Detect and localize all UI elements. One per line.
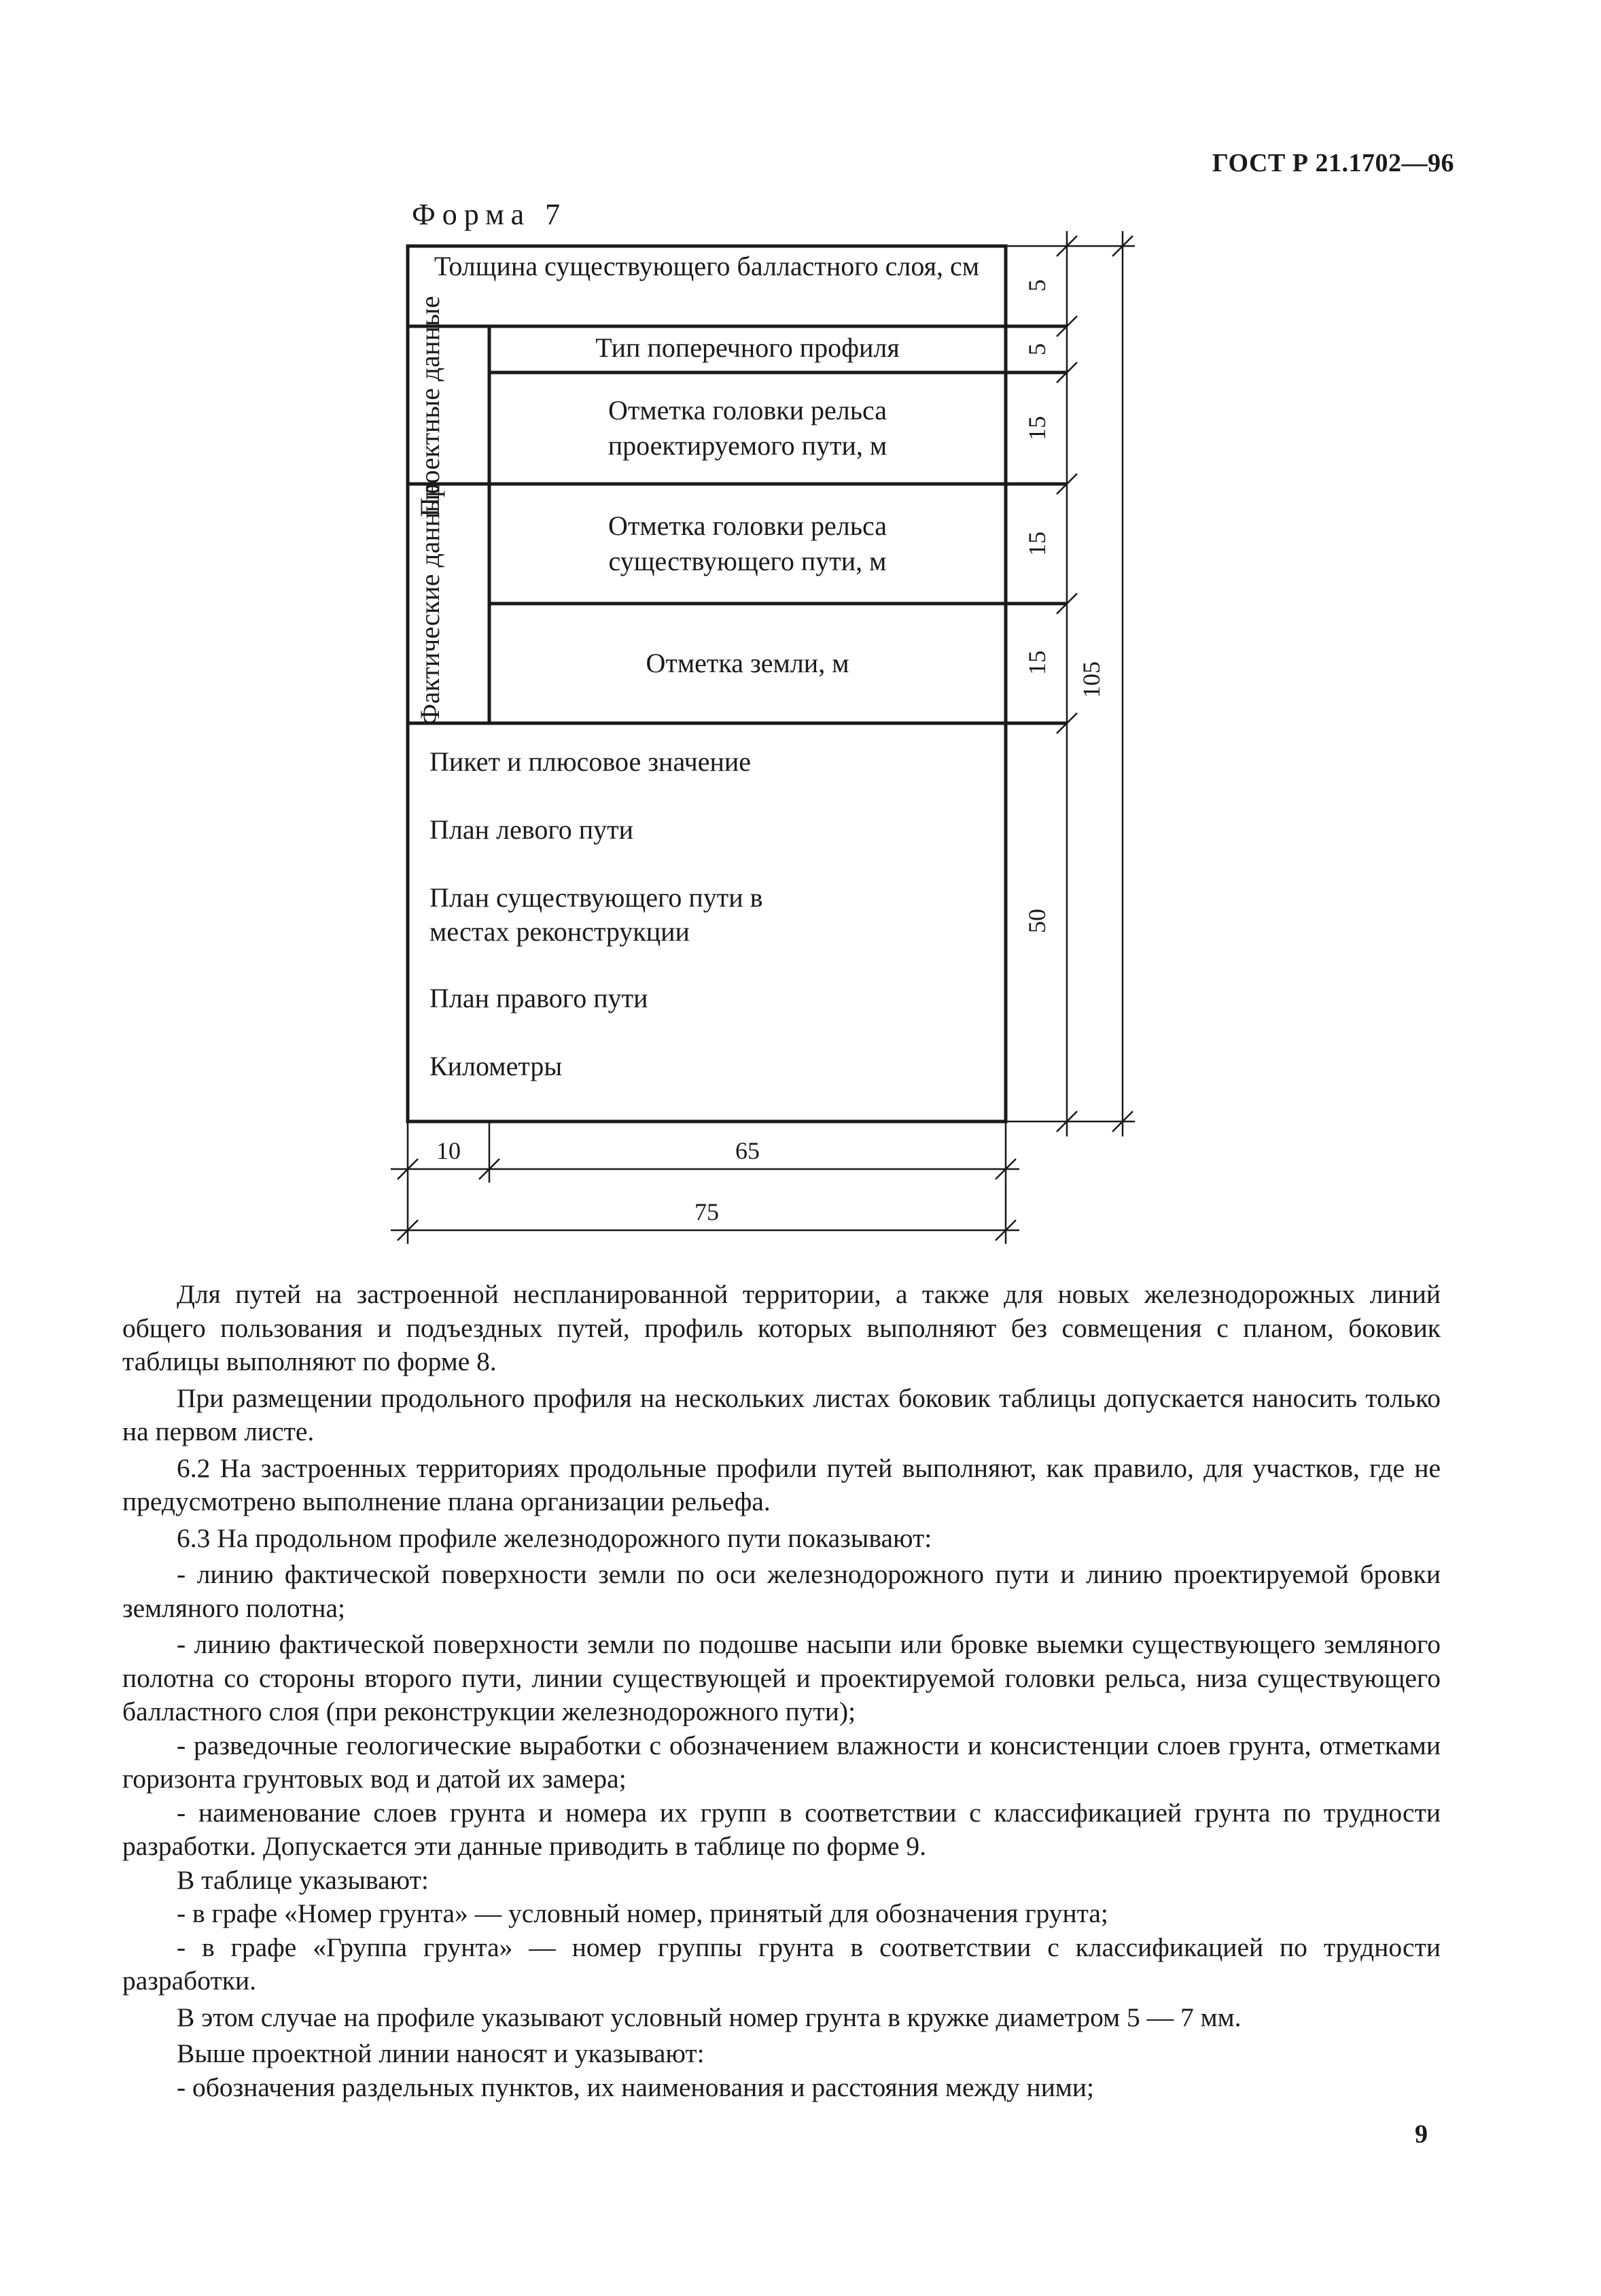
dim-row-plan: 50 xyxy=(1023,909,1051,933)
paragraph: В таблице указывают: xyxy=(177,1864,429,1895)
paragraph: 6.2 На застроенных территориях продольные профили путей выполняют, как правило, для участков, где не предусмотрено выполнение плана организации рельефа. xyxy=(122,1453,1441,1516)
row-ground-label: Отметка земли, м xyxy=(646,648,849,678)
paragraph: 6.3 На продольном профиле железнодорожного пути показывают: xyxy=(177,1523,932,1553)
dim-total-width: 75 xyxy=(694,1198,719,1225)
group-actual-label: Фактические данные xyxy=(415,482,445,725)
page-number: 9 xyxy=(1415,2120,1428,2149)
list-item: - в графе «Номер грунта» — условный номер, принятый для обозначения грунта; xyxy=(177,1898,1108,1928)
dim-col-side: 10 xyxy=(436,1137,461,1164)
row-design-rail-label: Отметка головки рельса проектируемого пути, м xyxy=(608,395,887,461)
list-item: - линию фактической поверхности земли по оси железнодорожного пути и линию проектируемой бровки земляного полотна; xyxy=(122,1559,1441,1623)
dim-row-ground: 15 xyxy=(1023,650,1051,675)
list-item: - разведочные геологические выработки с обозначением влажности и консистенции слоев грунта, отметками горизонта грунтовых вод и датой их замера; xyxy=(122,1730,1441,1794)
dim-col-main: 65 xyxy=(735,1137,760,1164)
list-item: - линию фактической поверхности земли по подошве насыпи или бровке выемки существующего земляного полотна со стороны второго пути, линии существующей и проектируемой головки рельса, низа существующего балластного слоя (при реконструкции железнодорожного пути); xyxy=(122,1629,1441,1726)
paragraph: Выше проектной линии наносят и указывают: xyxy=(177,2038,705,2068)
row-ballast-label: Толщина существующего балластного слоя, см xyxy=(434,251,980,281)
group-design-label: Проектные данные xyxy=(415,296,445,517)
plan-item-left-track: План левого пути xyxy=(429,814,634,845)
dim-total-height: 105 xyxy=(1078,661,1105,698)
plan-item-existing-track: План существующего пути в местах реконструкции xyxy=(429,882,763,947)
row-actual-rail-label: Отметка головки рельса существующего пути, м xyxy=(608,510,887,576)
list-item: - в графе «Группа грунта» — номер группы грунта в соответствии с классификацией по трудности разработки. xyxy=(122,1932,1441,1996)
plan-item-kilometers: Километры xyxy=(429,1051,563,1081)
list-item: - наименование слоев грунта и номера их групп в соответствии с классификацией грунта по трудности разработки. Допускается эти данные приводить в таблице по форме 9. xyxy=(122,1797,1441,1861)
form-label: Форма 7 xyxy=(412,198,567,231)
list-item: - обозначения раздельных пунктов, их наименования и расстояния между ними; xyxy=(177,2072,1094,2102)
paragraph: При размещении продольного профиля на нескольких листах боковик таблицы допускается наносить только на первом листе. xyxy=(122,1382,1441,1446)
paragraph: Для путей на застроенной неспланированной территории, а также для новых железнодорожных линий общего пользования и подъездных путей, профиль которых выполняют без совмещения с планом, боковик таблицы выполняют по форме 8. xyxy=(122,1279,1441,1376)
dim-row-profile-type: 5 xyxy=(1023,343,1051,355)
dim-row-ballast: 5 xyxy=(1023,279,1051,292)
dim-row-design-rail: 15 xyxy=(1023,416,1051,440)
dim-row-actual-rail: 15 xyxy=(1023,532,1051,556)
standard-code: ГОСТ Р 21.1702—96 xyxy=(1212,149,1454,177)
body-text xyxy=(122,1278,1441,2104)
plan-item-picket: Пикет и плюсовое значение xyxy=(429,746,752,777)
paragraph: В этом случае на профиле указывают условный номер грунта в кружке диаметром 5 — 7 мм. xyxy=(177,2002,1242,2032)
plan-item-right-track: План правого пути xyxy=(429,983,648,1013)
row-profile-type-label: Тип поперечного профиля xyxy=(595,332,900,363)
